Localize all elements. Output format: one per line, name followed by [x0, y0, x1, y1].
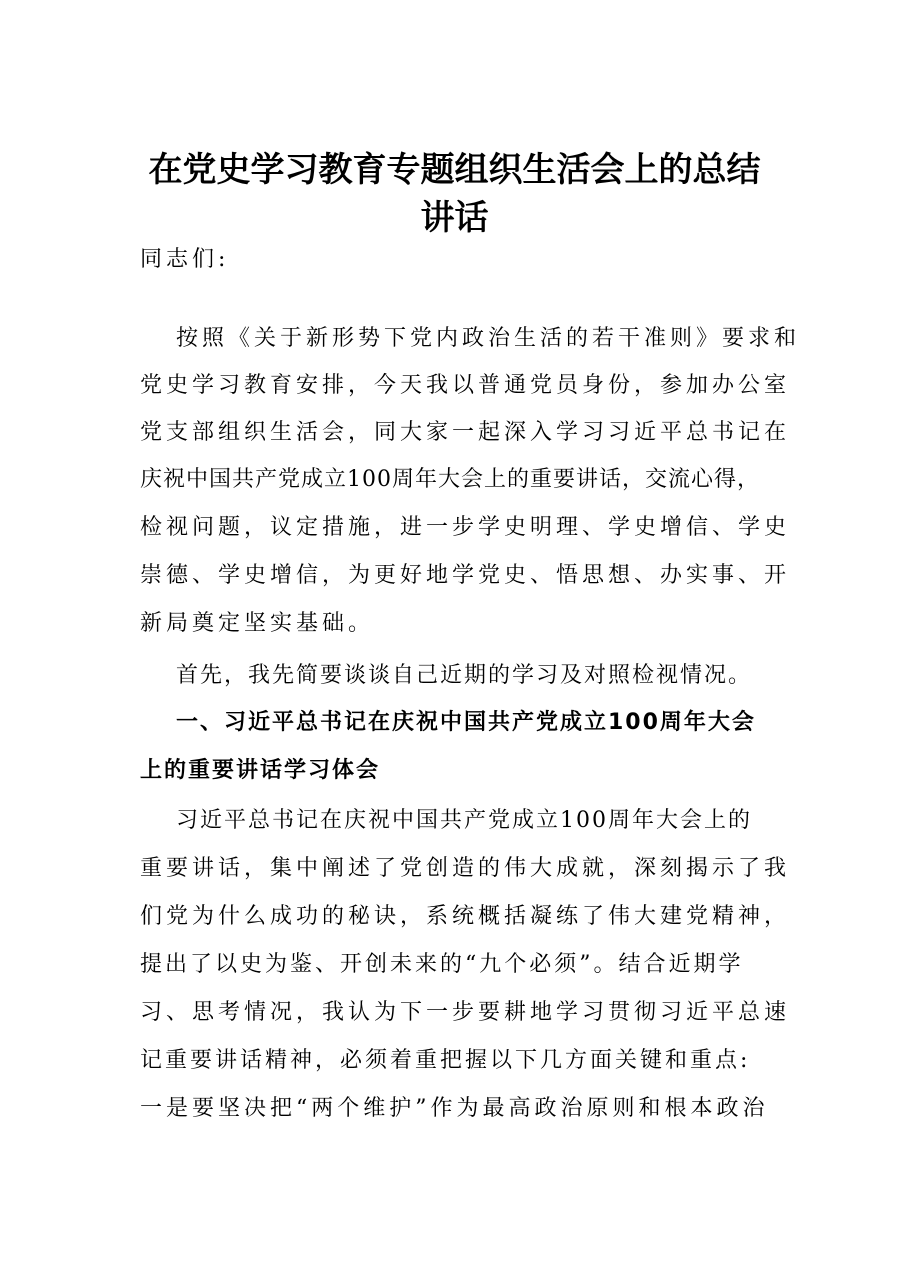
- section-body-line: 一是要坚决把“两个维护”作为最高政治原则和根本政治: [140, 1096, 769, 1121]
- body-line: 新局奠定坚实基础。: [140, 611, 375, 636]
- section-heading-line-2: 上的重要讲话学习体会: [140, 758, 381, 783]
- body-line: 检视问题，议定措施，进一步学史明理、学史增信、学史: [140, 515, 791, 540]
- section-body-line: 习近平总书记在庆祝中国共产党成立100周年大会上的: [176, 808, 752, 833]
- section-body-line: 们党为什么成功的秘诀，系统概括凝练了伟大建党精神，: [140, 904, 791, 929]
- document-title-line-2: 讲话: [420, 198, 489, 238]
- body-line: 庆祝中国共产党成立100周年大会上的重要讲话，交流心得，: [140, 467, 760, 492]
- body-line: 党史学习教育安排，今天我以普通党员身份，参加办公室: [140, 373, 791, 398]
- document-title-line-1: 在党史学习教育专题组织生活会上的总结: [148, 150, 761, 190]
- body-line: 首先，我先简要谈谈自己近期的学习及对照检视情况。: [176, 663, 753, 688]
- section-body-line: 习、思考情况，我认为下一步要耕地学习贯彻习近平总速: [140, 1000, 791, 1025]
- body-line: 崇德、学史增信，为更好地学党史、悟思想、办实事、开: [140, 563, 791, 588]
- body-line: 党支部组织生活会，同大家一起深入学习习近平总书记在: [140, 420, 791, 445]
- section-body-line: 记重要讲话精神，必须着重把握以下几方面关键和重点:: [140, 1048, 751, 1073]
- section-body-line: 重要讲话，集中阐述了党创造的伟大成就，深刻揭示了我: [140, 856, 791, 881]
- salutation: 同志们:: [140, 247, 230, 272]
- section-heading-line-1: 一、习近平总书记在庆祝中国共产党成立100周年大会: [176, 710, 756, 735]
- body-line: 按照《关于新形势下党内政治生活的若干准则》要求和: [176, 326, 801, 351]
- section-body-line: 提出了以史为鉴、开创未来的“九个必须”。结合近期学: [140, 952, 744, 977]
